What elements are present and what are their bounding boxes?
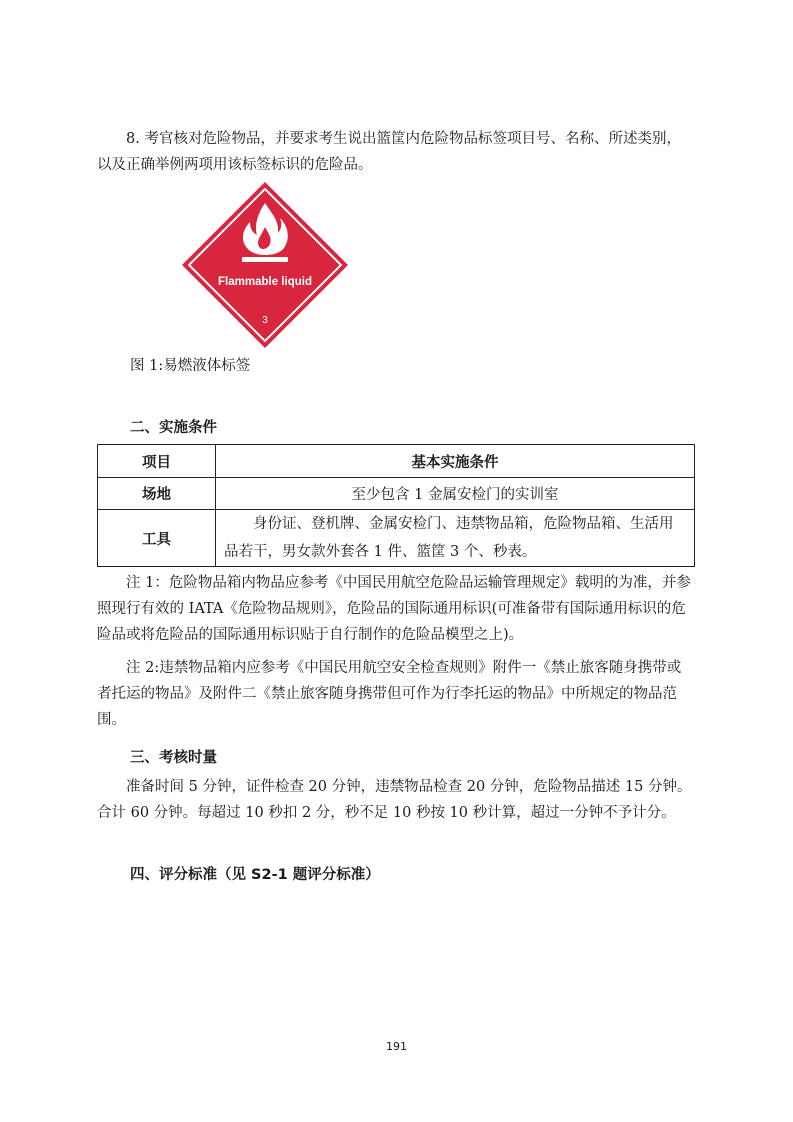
intro-paragraph: 8. 考官核对危险物品，并要求考生说出篮筐内危险物品标签项目号、名称、所述类别，以及正确举例两项用该标签标识的危险品。 (97, 131, 681, 173)
note-1: 注 1：危险物品箱内物品应参考《中国民用航空危险品运输管理规定》载明的为准，并参照现行有效的 IATA《危险物品规则》，危险品的国际通用标识(可准备带有国际通用标识的危险品或将危险品的国际通用标识贴于自行制作的危险品模型之上)。 (97, 575, 691, 643)
label-class-number: 3 (262, 315, 268, 326)
label-text: Flammable liquid (218, 276, 312, 288)
table-cell-condition: 身份证、登机牌、金属安检门、违禁物品箱，危险物品箱、生活用品若干，男女款外套各 1 件、篮筐 3 个、秒表。 (216, 510, 695, 567)
table-cell-condition: 至少包含 1 金属安检门的实训室 (216, 478, 695, 510)
section-heading-scoring: 四、评分标准（见 S2-1 题评分标准） (130, 867, 380, 883)
figure-caption: 图 1:易燃液体标签 (130, 358, 251, 374)
section-heading-conditions: 二、实施条件 (130, 420, 217, 436)
table-header-item: 项目 (98, 445, 216, 478)
table-header-row (98, 445, 695, 478)
table-row (98, 478, 695, 510)
hazard-diamond-icon (181, 181, 349, 349)
page-number: 191 (386, 1040, 407, 1053)
table-row (98, 510, 695, 567)
flammable-liquid-label (181, 181, 349, 349)
table-cell-item: 场地 (98, 478, 216, 510)
conditions-table (97, 444, 695, 567)
table-cell-item: 工具 (98, 510, 216, 567)
note-2: 注 2:违禁物品箱内应参考《中国民用航空安全检查规则》附件一《禁止旅客随身携带或者托运的物品》及附件二《禁止旅客随身携带但可作为行李托运的物品》中所规定的物品范围。 (97, 660, 682, 728)
table-header-condition: 基本实施条件 (216, 445, 695, 478)
time-paragraph: 准备时间 5 分钟，证件检查 20 分钟，违禁物品检查 20 分钟，危险物品描述 15 分钟。合计 60 分钟。每超过 10 秒扣 2 分，秒不足 10 秒按 10 秒计算，超过一分钟不予计分。 (97, 779, 692, 821)
section-heading-time: 三、考核时量 (130, 750, 217, 766)
